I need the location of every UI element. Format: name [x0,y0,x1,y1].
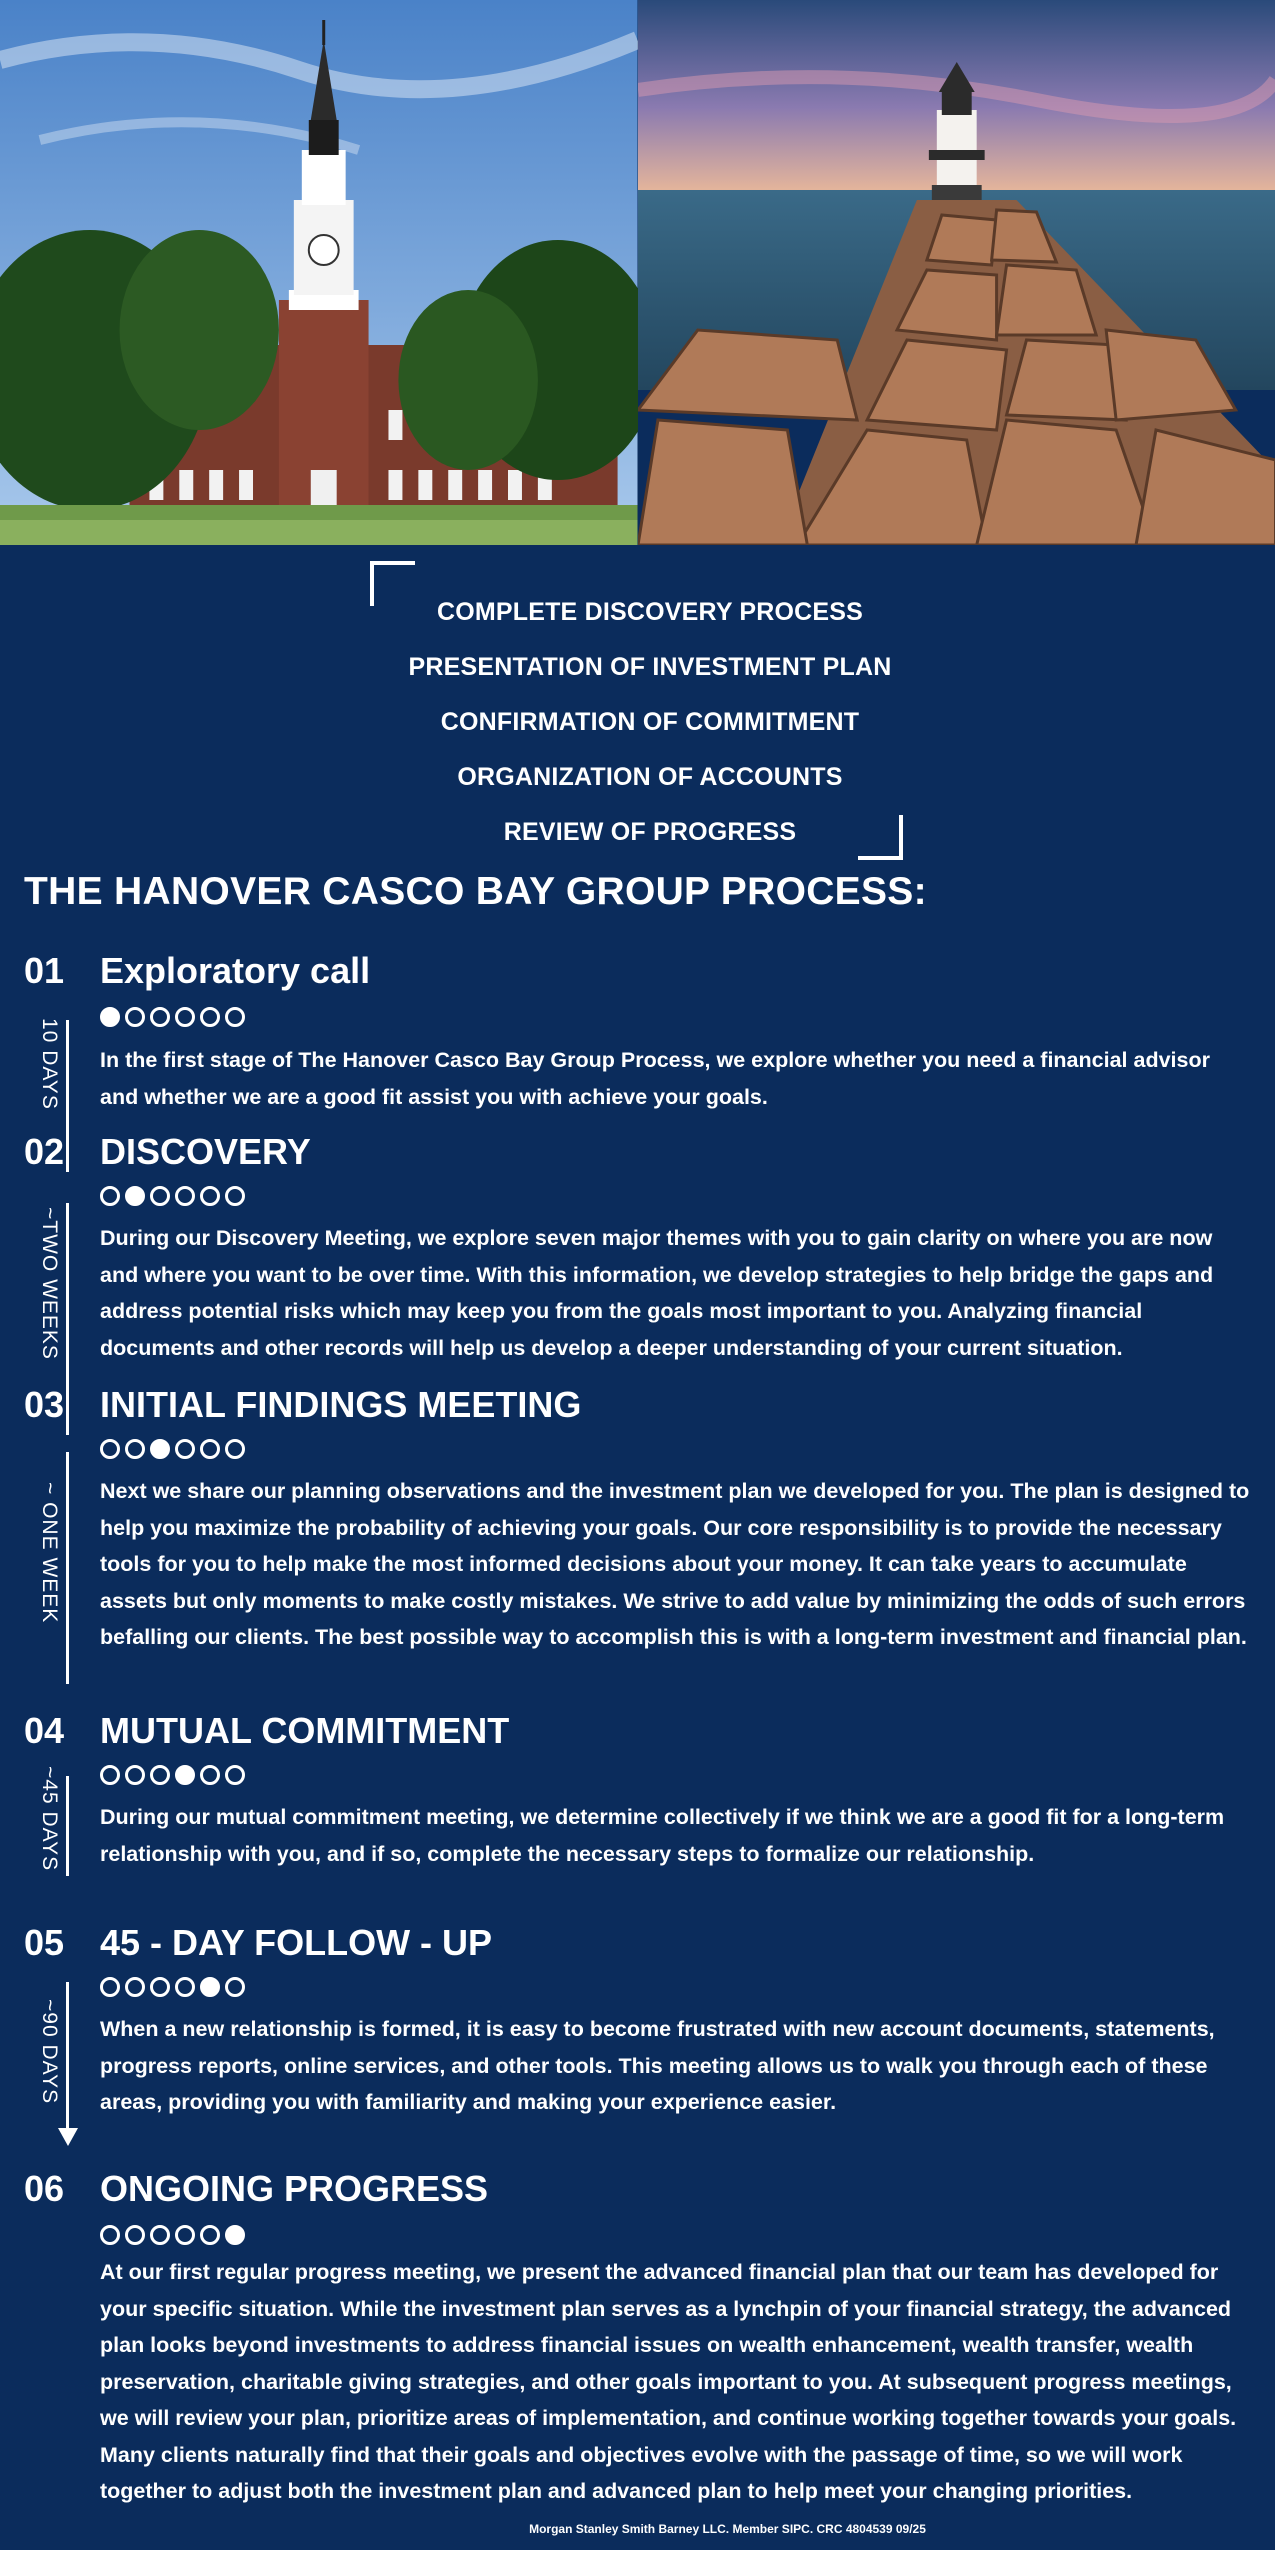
progress-dot [125,1977,145,1997]
progress-dots [100,1007,245,1027]
clock-tower-photo [0,0,638,545]
arrow-down-icon [58,2128,78,2146]
overview-item: REVIEW OF PROGRESS [503,818,797,846]
step-title: Exploratory call [100,950,371,991]
progress-dots [100,1439,245,1459]
step-description: When a new relationship is formed, it is easy to become frustrated with new account documents, statements, progress reports, online services, and other tools. This meeting allows us to walk you through each of these areas, providing you with familiarity and making your experience easier. [100,2017,1215,2114]
progress-dots [100,1765,245,1785]
step-duration: 10 DAYS [38,1018,61,1110]
progress-dots [100,1977,245,1997]
progress-dot [150,1977,170,1997]
progress-dot [100,1977,120,1997]
step-number: 04 [24,1710,65,1751]
bracket-bottom-right [858,815,903,860]
progress-dot [125,1439,145,1459]
progress-dot [100,1186,120,1206]
step-description: During our Discovery Meeting, we explore seven major themes with you to gain clarity on where you are now and where you want to be over time. With this information, we develop strategies to help bridge the gaps and address potential risks which may keep you from the goals most important to you. Analyzing financial documents and other records will help us develop a deeper understanding of your current situation. [100,1226,1214,1360]
progress-dot [150,1186,170,1206]
duration-line [66,1982,69,2132]
progress-dot [225,1186,245,1206]
overview-item: CONFIRMATION OF COMMITMENT [440,708,860,736]
step-description: Next we share our planning observations and the investment plan we developed for you. The plan is designed to help you maximize the probability of achieving your goals. Our core responsibility is to provide the necessary tools for you to help make the most informed decisions about your money. It can take years to accumulate assets but only moments to make costly mistakes. We strive to add value by minimizing the odds of such errors befalling our clients. The best possible way to accomplish this is with a long-term investment and financial plan. [100,1479,1250,1649]
lighthouse-photo [638,0,1275,545]
progress-dot [175,1439,195,1459]
progress-dot [200,1439,220,1459]
process-overview [0,545,1275,875]
step-description: During our mutual commitment meeting, we determine collectively if we think we are a good fit for a long-term relationship with you, and if so, complete the necessary steps to formalize our relationship. [100,1805,1225,1866]
progress-dot-active [150,1439,170,1459]
progress-dot [175,1007,195,1027]
progress-dot [200,2225,220,2245]
progress-dot-active [100,1007,120,1027]
overview-item: ORGANIZATION OF ACCOUNTS [457,763,843,791]
progress-dot [150,1765,170,1785]
duration-line [66,1020,69,1172]
photo-header [0,0,1275,545]
step-duration: ~90 DAYS [38,1999,61,2105]
step-title: INITIAL FINDINGS MEETING [100,1384,582,1425]
overview-item: PRESENTATION OF INVESTMENT PLAN [408,653,892,681]
step-number: 02 [24,1131,65,1172]
step-number: 01 [24,950,65,991]
duration-line [66,1203,69,1435]
overview-item: COMPLETE DISCOVERY PROCESS [436,598,864,626]
step-title: MUTUAL COMMITMENT [100,1710,510,1751]
step-duration: ~TWO WEEKS [38,1207,61,1360]
disclaimer: Morgan Stanley Smith Barney LLC. Member SIPC. CRC 4804539 09/25 [529,2522,926,2536]
progress-dot [100,2225,120,2245]
progress-dot [125,2225,145,2245]
step-title: DISCOVERY [100,1131,311,1172]
progress-dot [200,1186,220,1206]
step-number: 06 [24,2168,65,2209]
progress-dot [125,1007,145,1027]
progress-dot-active [175,1765,195,1785]
progress-dot [175,2225,195,2245]
step-title: ONGOING PROGRESS [100,2168,489,2209]
progress-dot [225,1765,245,1785]
progress-dot [175,1977,195,1997]
page-title: THE HANOVER CASCO BAY GROUP PROCESS: [24,870,927,913]
step-title: 45 - DAY FOLLOW - UP [100,1922,493,1963]
progress-dot [225,1007,245,1027]
progress-dot-active [125,1186,145,1206]
progress-dots [100,2225,245,2245]
progress-dot [100,1439,120,1459]
progress-dot [200,1007,220,1027]
progress-dot [125,1765,145,1785]
step-duration: ~ ONE WEEK [38,1482,61,1624]
progress-dot-active [225,2225,245,2245]
progress-dots [100,1186,245,1206]
step-description: In the first stage of The Hanover Casco Bay Group Process, we explore whether you need a financial advisor and whether we are a good fit assist you with achieve your goals. [100,1048,1210,1109]
step-number: 05 [24,1922,65,1963]
progress-dot-active [200,1977,220,1997]
step-number: 03 [24,1384,65,1425]
duration-line [66,1452,69,1684]
progress-dot [150,2225,170,2245]
progress-dot [150,1007,170,1027]
duration-line [66,1776,69,1876]
progress-dot [225,1439,245,1459]
progress-dot [225,1977,245,1997]
progress-dot [175,1186,195,1206]
step-description: At our first regular progress meeting, we present the advanced financial plan that our team has developed for your specific situation. While the investment plan serves as a lynchpin of your financial strategy, the advanced plan looks beyond investments to address financial issues on wealth enhancement, wealth transfer, wealth preservation, charitable giving strategies, and other goals important to you. At subsequent progress meetings, we will review your plan, prioritize areas of implementation, and continue working together towards your goals. Many clients naturally find that their goals and objectives evolve with the passage of time, so we will work together to adjust both the investment plan and advanced plan to help meet your changing priorities. [100,2260,1237,2503]
progress-dot [200,1765,220,1785]
progress-dot [100,1765,120,1785]
step-duration: ~45 DAYS [38,1766,61,1872]
